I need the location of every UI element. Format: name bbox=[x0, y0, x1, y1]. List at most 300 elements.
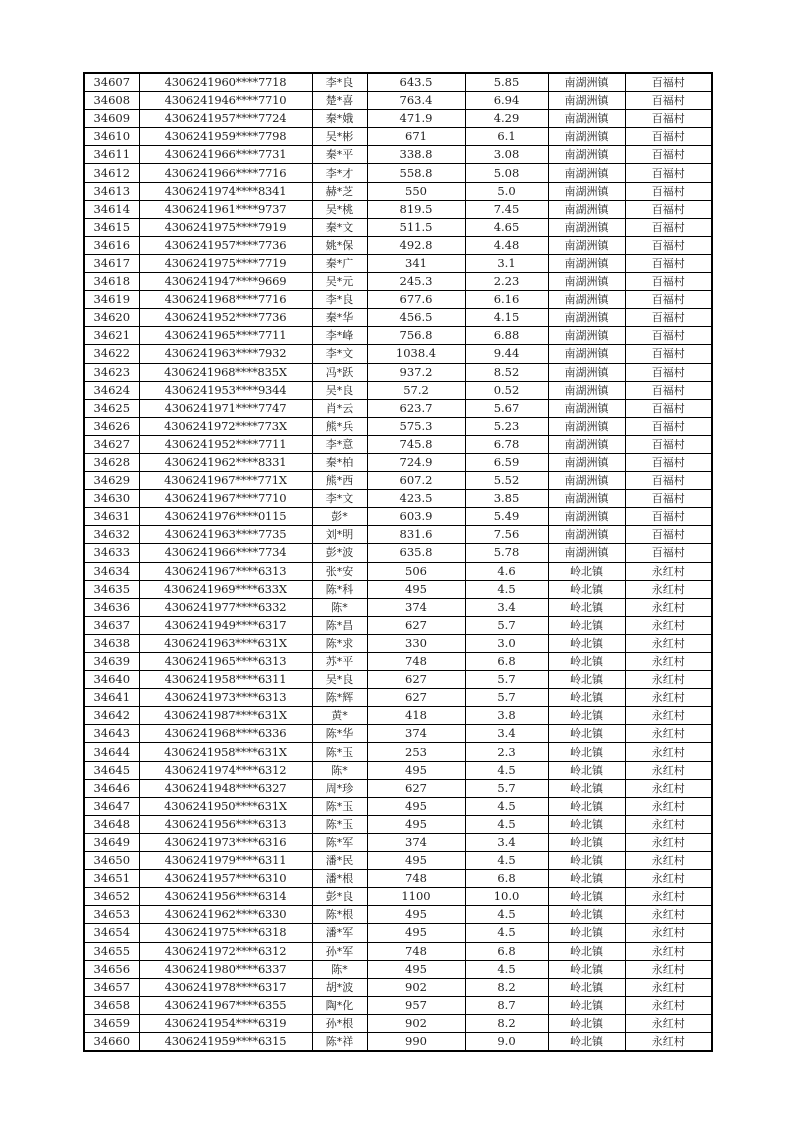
cell-id-number: 4306241968****835X bbox=[139, 363, 312, 381]
cell-id-number: 4306241962****6330 bbox=[139, 906, 312, 924]
cell-serial-number: 34622 bbox=[84, 345, 139, 363]
table-row bbox=[84, 960, 712, 978]
cell-name: 苏*平 bbox=[312, 653, 367, 671]
cell-amount: 558.8 bbox=[367, 164, 465, 182]
cell-serial-number: 34607 bbox=[84, 73, 139, 92]
cell-village: 百福村 bbox=[625, 164, 712, 182]
table-row bbox=[84, 309, 712, 327]
cell-name: 李*峰 bbox=[312, 327, 367, 345]
table-row bbox=[84, 381, 712, 399]
cell-amount: 330 bbox=[367, 634, 465, 652]
cell-id-number: 4306241973****6313 bbox=[139, 689, 312, 707]
cell-amount: 374 bbox=[367, 725, 465, 743]
cell-id-number: 4306241969****633X bbox=[139, 580, 312, 598]
cell-village: 百福村 bbox=[625, 128, 712, 146]
cell-town: 南湖洲镇 bbox=[548, 490, 625, 508]
cell-town: 岭北镇 bbox=[548, 942, 625, 960]
cell-serial-number: 34647 bbox=[84, 797, 139, 815]
cell-name: 彭*良 bbox=[312, 888, 367, 906]
cell-area: 3.8 bbox=[465, 707, 548, 725]
cell-area: 4.48 bbox=[465, 236, 548, 254]
cell-village: 百福村 bbox=[625, 236, 712, 254]
table-row bbox=[84, 128, 712, 146]
cell-id-number: 4306241960****7718 bbox=[139, 73, 312, 92]
cell-id-number: 4306241963****7735 bbox=[139, 526, 312, 544]
cell-village: 百福村 bbox=[625, 254, 712, 272]
cell-village: 永红村 bbox=[625, 906, 712, 924]
cell-name: 冯*跃 bbox=[312, 363, 367, 381]
cell-area: 5.08 bbox=[465, 164, 548, 182]
cell-id-number: 4306241967****771X bbox=[139, 472, 312, 490]
table-row bbox=[84, 634, 712, 652]
cell-town: 南湖洲镇 bbox=[548, 92, 625, 110]
cell-name: 张*安 bbox=[312, 562, 367, 580]
cell-town: 南湖洲镇 bbox=[548, 381, 625, 399]
cell-id-number: 4306241957****7724 bbox=[139, 110, 312, 128]
cell-name: 肖*云 bbox=[312, 399, 367, 417]
cell-village: 百福村 bbox=[625, 453, 712, 471]
cell-name: 赫*芝 bbox=[312, 182, 367, 200]
cell-village: 百福村 bbox=[625, 526, 712, 544]
cell-amount: 495 bbox=[367, 815, 465, 833]
cell-town: 岭北镇 bbox=[548, 580, 625, 598]
cell-serial-number: 34628 bbox=[84, 453, 139, 471]
cell-serial-number: 34642 bbox=[84, 707, 139, 725]
cell-town: 岭北镇 bbox=[548, 689, 625, 707]
cell-serial-number: 34608 bbox=[84, 92, 139, 110]
cell-id-number: 4306241968****7716 bbox=[139, 291, 312, 309]
cell-serial-number: 34610 bbox=[84, 128, 139, 146]
cell-area: 9.44 bbox=[465, 345, 548, 363]
cell-village: 永红村 bbox=[625, 870, 712, 888]
cell-town: 南湖洲镇 bbox=[548, 435, 625, 453]
cell-id-number: 4306241972****6312 bbox=[139, 942, 312, 960]
cell-village: 永红村 bbox=[625, 960, 712, 978]
cell-serial-number: 34623 bbox=[84, 363, 139, 381]
table-row bbox=[84, 110, 712, 128]
cell-id-number: 4306241954****6319 bbox=[139, 1014, 312, 1032]
cell-name: 李*文 bbox=[312, 345, 367, 363]
table-row bbox=[84, 146, 712, 164]
cell-village: 百福村 bbox=[625, 73, 712, 92]
cell-serial-number: 34658 bbox=[84, 996, 139, 1014]
cell-area: 5.7 bbox=[465, 616, 548, 634]
cell-id-number: 4306241965****7711 bbox=[139, 327, 312, 345]
cell-id-number: 4306241971****7747 bbox=[139, 399, 312, 417]
cell-area: 4.29 bbox=[465, 110, 548, 128]
cell-id-number: 4306241952****7736 bbox=[139, 309, 312, 327]
cell-name: 秦*平 bbox=[312, 146, 367, 164]
table-row bbox=[84, 725, 712, 743]
cell-amount: 677.6 bbox=[367, 291, 465, 309]
cell-amount: 495 bbox=[367, 761, 465, 779]
cell-area: 2.3 bbox=[465, 743, 548, 761]
cell-town: 岭北镇 bbox=[548, 671, 625, 689]
cell-id-number: 4306241956****6313 bbox=[139, 815, 312, 833]
cell-area: 2.23 bbox=[465, 273, 548, 291]
cell-village: 百福村 bbox=[625, 472, 712, 490]
cell-town: 岭北镇 bbox=[548, 761, 625, 779]
cell-serial-number: 34637 bbox=[84, 616, 139, 634]
cell-area: 10.0 bbox=[465, 888, 548, 906]
cell-town: 南湖洲镇 bbox=[548, 200, 625, 218]
cell-area: 4.6 bbox=[465, 562, 548, 580]
table-row bbox=[84, 164, 712, 182]
cell-area: 0.52 bbox=[465, 381, 548, 399]
cell-area: 4.5 bbox=[465, 852, 548, 870]
cell-town: 南湖洲镇 bbox=[548, 218, 625, 236]
cell-area: 5.78 bbox=[465, 544, 548, 562]
cell-town: 岭北镇 bbox=[548, 833, 625, 851]
cell-town: 岭北镇 bbox=[548, 743, 625, 761]
cell-id-number: 4306241975****7719 bbox=[139, 254, 312, 272]
cell-amount: 456.5 bbox=[367, 309, 465, 327]
cell-id-number: 4306241974****8341 bbox=[139, 182, 312, 200]
cell-amount: 57.2 bbox=[367, 381, 465, 399]
table-row bbox=[84, 779, 712, 797]
cell-serial-number: 34651 bbox=[84, 870, 139, 888]
cell-id-number: 4306241953****9344 bbox=[139, 381, 312, 399]
cell-village: 百福村 bbox=[625, 273, 712, 291]
table-row bbox=[84, 273, 712, 291]
table-row bbox=[84, 852, 712, 870]
cell-town: 岭北镇 bbox=[548, 996, 625, 1014]
cell-serial-number: 34638 bbox=[84, 634, 139, 652]
cell-amount: 341 bbox=[367, 254, 465, 272]
cell-village: 百福村 bbox=[625, 345, 712, 363]
cell-village: 百福村 bbox=[625, 327, 712, 345]
table-row bbox=[84, 924, 712, 942]
table-row bbox=[84, 761, 712, 779]
cell-serial-number: 34617 bbox=[84, 254, 139, 272]
cell-serial-number: 34611 bbox=[84, 146, 139, 164]
cell-serial-number: 34639 bbox=[84, 653, 139, 671]
cell-village: 永红村 bbox=[625, 779, 712, 797]
cell-town: 南湖洲镇 bbox=[548, 327, 625, 345]
cell-area: 3.85 bbox=[465, 490, 548, 508]
cell-serial-number: 34626 bbox=[84, 417, 139, 435]
cell-village: 永红村 bbox=[625, 707, 712, 725]
cell-id-number: 4306241972****773X bbox=[139, 417, 312, 435]
table-row bbox=[84, 1014, 712, 1032]
cell-serial-number: 34634 bbox=[84, 562, 139, 580]
cell-name: 孙*军 bbox=[312, 942, 367, 960]
cell-area: 3.1 bbox=[465, 254, 548, 272]
cell-village: 永红村 bbox=[625, 942, 712, 960]
cell-village: 百福村 bbox=[625, 544, 712, 562]
cell-village: 百福村 bbox=[625, 309, 712, 327]
cell-name: 熊*西 bbox=[312, 472, 367, 490]
cell-serial-number: 34630 bbox=[84, 490, 139, 508]
cell-area: 5.0 bbox=[465, 182, 548, 200]
cell-name: 吴*元 bbox=[312, 273, 367, 291]
table-row bbox=[84, 888, 712, 906]
cell-name: 陈* bbox=[312, 598, 367, 616]
cell-area: 3.4 bbox=[465, 833, 548, 851]
cell-area: 4.5 bbox=[465, 924, 548, 942]
cell-name: 秦*娥 bbox=[312, 110, 367, 128]
table-body bbox=[84, 73, 712, 1051]
cell-village: 永红村 bbox=[625, 978, 712, 996]
cell-amount: 831.6 bbox=[367, 526, 465, 544]
cell-area: 6.16 bbox=[465, 291, 548, 309]
cell-area: 4.65 bbox=[465, 218, 548, 236]
table-row bbox=[84, 399, 712, 417]
cell-village: 百福村 bbox=[625, 92, 712, 110]
cell-area: 6.8 bbox=[465, 653, 548, 671]
cell-serial-number: 34655 bbox=[84, 942, 139, 960]
cell-amount: 492.8 bbox=[367, 236, 465, 254]
table-row bbox=[84, 671, 712, 689]
cell-id-number: 4306241959****6315 bbox=[139, 1032, 312, 1051]
cell-name: 潘*民 bbox=[312, 852, 367, 870]
cell-name: 周*珍 bbox=[312, 779, 367, 797]
cell-serial-number: 34612 bbox=[84, 164, 139, 182]
cell-amount: 902 bbox=[367, 978, 465, 996]
cell-id-number: 4306241965****6313 bbox=[139, 653, 312, 671]
cell-amount: 338.8 bbox=[367, 146, 465, 164]
cell-amount: 990 bbox=[367, 1032, 465, 1051]
cell-amount: 627 bbox=[367, 616, 465, 634]
cell-name: 陈*求 bbox=[312, 634, 367, 652]
table-row bbox=[84, 580, 712, 598]
cell-name: 秦*柏 bbox=[312, 453, 367, 471]
cell-area: 3.0 bbox=[465, 634, 548, 652]
cell-village: 永红村 bbox=[625, 580, 712, 598]
cell-id-number: 4306241946****7710 bbox=[139, 92, 312, 110]
cell-amount: 607.2 bbox=[367, 472, 465, 490]
cell-amount: 1100 bbox=[367, 888, 465, 906]
table-row bbox=[84, 327, 712, 345]
cell-area: 9.0 bbox=[465, 1032, 548, 1051]
table-row bbox=[84, 254, 712, 272]
cell-serial-number: 34643 bbox=[84, 725, 139, 743]
cell-amount: 627 bbox=[367, 689, 465, 707]
cell-name: 陶*化 bbox=[312, 996, 367, 1014]
cell-town: 南湖洲镇 bbox=[548, 309, 625, 327]
cell-town: 岭北镇 bbox=[548, 779, 625, 797]
cell-amount: 511.5 bbox=[367, 218, 465, 236]
cell-village: 永红村 bbox=[625, 833, 712, 851]
cell-area: 5.49 bbox=[465, 508, 548, 526]
cell-town: 南湖洲镇 bbox=[548, 236, 625, 254]
table-row bbox=[84, 743, 712, 761]
cell-id-number: 4306241956****6314 bbox=[139, 888, 312, 906]
cell-amount: 957 bbox=[367, 996, 465, 1014]
cell-village: 永红村 bbox=[625, 725, 712, 743]
cell-serial-number: 34644 bbox=[84, 743, 139, 761]
cell-village: 百福村 bbox=[625, 381, 712, 399]
cell-id-number: 4306241963****631X bbox=[139, 634, 312, 652]
cell-amount: 423.5 bbox=[367, 490, 465, 508]
cell-serial-number: 34649 bbox=[84, 833, 139, 851]
cell-town: 南湖洲镇 bbox=[548, 146, 625, 164]
cell-id-number: 4306241974****6312 bbox=[139, 761, 312, 779]
cell-town: 南湖洲镇 bbox=[548, 526, 625, 544]
cell-name: 潘*军 bbox=[312, 924, 367, 942]
cell-name: 李*意 bbox=[312, 435, 367, 453]
cell-town: 岭北镇 bbox=[548, 888, 625, 906]
cell-area: 4.5 bbox=[465, 906, 548, 924]
cell-village: 永红村 bbox=[625, 852, 712, 870]
cell-name: 潘*根 bbox=[312, 870, 367, 888]
cell-village: 百福村 bbox=[625, 363, 712, 381]
cell-name: 陈*祥 bbox=[312, 1032, 367, 1051]
cell-amount: 643.5 bbox=[367, 73, 465, 92]
cell-id-number: 4306241963****7932 bbox=[139, 345, 312, 363]
cell-village: 永红村 bbox=[625, 888, 712, 906]
cell-area: 7.56 bbox=[465, 526, 548, 544]
cell-town: 南湖洲镇 bbox=[548, 254, 625, 272]
cell-id-number: 4306241958****631X bbox=[139, 743, 312, 761]
cell-area: 6.78 bbox=[465, 435, 548, 453]
cell-serial-number: 34640 bbox=[84, 671, 139, 689]
cell-name: 吴*彬 bbox=[312, 128, 367, 146]
cell-name: 陈*辉 bbox=[312, 689, 367, 707]
cell-village: 百福村 bbox=[625, 218, 712, 236]
cell-town: 岭北镇 bbox=[548, 978, 625, 996]
cell-amount: 550 bbox=[367, 182, 465, 200]
cell-area: 8.52 bbox=[465, 363, 548, 381]
cell-amount: 495 bbox=[367, 797, 465, 815]
cell-serial-number: 34619 bbox=[84, 291, 139, 309]
cell-id-number: 4306241967****7710 bbox=[139, 490, 312, 508]
cell-name: 熊*兵 bbox=[312, 417, 367, 435]
cell-name: 陈*科 bbox=[312, 580, 367, 598]
cell-town: 南湖洲镇 bbox=[548, 182, 625, 200]
cell-id-number: 4306241976****0115 bbox=[139, 508, 312, 526]
cell-area: 4.5 bbox=[465, 960, 548, 978]
cell-serial-number: 34654 bbox=[84, 924, 139, 942]
cell-name: 陈* bbox=[312, 761, 367, 779]
cell-area: 6.88 bbox=[465, 327, 548, 345]
cell-name: 陈*玉 bbox=[312, 797, 367, 815]
table-row bbox=[84, 526, 712, 544]
table-row bbox=[84, 815, 712, 833]
cell-id-number: 4306241987****631X bbox=[139, 707, 312, 725]
cell-serial-number: 34641 bbox=[84, 689, 139, 707]
cell-amount: 748 bbox=[367, 653, 465, 671]
table-row bbox=[84, 1032, 712, 1051]
cell-serial-number: 34613 bbox=[84, 182, 139, 200]
table-row bbox=[84, 472, 712, 490]
cell-amount: 418 bbox=[367, 707, 465, 725]
cell-id-number: 4306241957****7736 bbox=[139, 236, 312, 254]
cell-town: 岭北镇 bbox=[548, 707, 625, 725]
cell-area: 4.5 bbox=[465, 580, 548, 598]
cell-area: 6.8 bbox=[465, 942, 548, 960]
cell-id-number: 4306241967****6313 bbox=[139, 562, 312, 580]
cell-serial-number: 34660 bbox=[84, 1032, 139, 1051]
table-row bbox=[84, 598, 712, 616]
cell-serial-number: 34632 bbox=[84, 526, 139, 544]
cell-town: 岭北镇 bbox=[548, 924, 625, 942]
cell-id-number: 4306241966****7731 bbox=[139, 146, 312, 164]
cell-name: 李*良 bbox=[312, 73, 367, 92]
cell-name: 吴*良 bbox=[312, 671, 367, 689]
cell-amount: 495 bbox=[367, 924, 465, 942]
cell-name: 胡*波 bbox=[312, 978, 367, 996]
table-row bbox=[84, 345, 712, 363]
cell-id-number: 4306241952****7711 bbox=[139, 435, 312, 453]
cell-serial-number: 34624 bbox=[84, 381, 139, 399]
cell-id-number: 4306241967****6355 bbox=[139, 996, 312, 1014]
cell-name: 陈*玉 bbox=[312, 815, 367, 833]
cell-amount: 253 bbox=[367, 743, 465, 761]
cell-amount: 471.9 bbox=[367, 110, 465, 128]
cell-serial-number: 34616 bbox=[84, 236, 139, 254]
table-row bbox=[84, 996, 712, 1014]
cell-town: 岭北镇 bbox=[548, 797, 625, 815]
cell-town: 岭北镇 bbox=[548, 906, 625, 924]
cell-serial-number: 34625 bbox=[84, 399, 139, 417]
cell-amount: 623.7 bbox=[367, 399, 465, 417]
cell-id-number: 4306241975****6318 bbox=[139, 924, 312, 942]
cell-area: 8.7 bbox=[465, 996, 548, 1014]
cell-amount: 671 bbox=[367, 128, 465, 146]
cell-name: 刘*明 bbox=[312, 526, 367, 544]
cell-serial-number: 34650 bbox=[84, 852, 139, 870]
cell-village: 百福村 bbox=[625, 490, 712, 508]
cell-name: 楚*喜 bbox=[312, 92, 367, 110]
table-row bbox=[84, 453, 712, 471]
cell-town: 南湖洲镇 bbox=[548, 273, 625, 291]
cell-village: 永红村 bbox=[625, 815, 712, 833]
table-row bbox=[84, 490, 712, 508]
cell-village: 百福村 bbox=[625, 110, 712, 128]
cell-area: 6.1 bbox=[465, 128, 548, 146]
cell-name: 李*文 bbox=[312, 490, 367, 508]
cell-town: 岭北镇 bbox=[548, 598, 625, 616]
cell-amount: 506 bbox=[367, 562, 465, 580]
table-row bbox=[84, 870, 712, 888]
table-row bbox=[84, 906, 712, 924]
cell-serial-number: 34636 bbox=[84, 598, 139, 616]
cell-amount: 575.3 bbox=[367, 417, 465, 435]
cell-serial-number: 34621 bbox=[84, 327, 139, 345]
cell-village: 永红村 bbox=[625, 616, 712, 634]
cell-village: 永红村 bbox=[625, 1032, 712, 1051]
cell-area: 3.08 bbox=[465, 146, 548, 164]
cell-town: 南湖洲镇 bbox=[548, 291, 625, 309]
cell-id-number: 4306241950****631X bbox=[139, 797, 312, 815]
cell-serial-number: 34645 bbox=[84, 761, 139, 779]
table-row bbox=[84, 363, 712, 381]
cell-name: 陈*玉 bbox=[312, 743, 367, 761]
cell-id-number: 4306241980****6337 bbox=[139, 960, 312, 978]
cell-amount: 756.8 bbox=[367, 327, 465, 345]
cell-village: 百福村 bbox=[625, 399, 712, 417]
cell-id-number: 4306241961****9737 bbox=[139, 200, 312, 218]
cell-serial-number: 34627 bbox=[84, 435, 139, 453]
cell-name: 陈*根 bbox=[312, 906, 367, 924]
cell-serial-number: 34659 bbox=[84, 1014, 139, 1032]
table-row bbox=[84, 544, 712, 562]
cell-town: 南湖洲镇 bbox=[548, 417, 625, 435]
cell-id-number: 4306241968****6336 bbox=[139, 725, 312, 743]
cell-id-number: 4306241947****9669 bbox=[139, 273, 312, 291]
cell-amount: 819.5 bbox=[367, 200, 465, 218]
cell-village: 永红村 bbox=[625, 996, 712, 1014]
cell-id-number: 4306241962****8331 bbox=[139, 453, 312, 471]
cell-area: 5.7 bbox=[465, 689, 548, 707]
cell-town: 岭北镇 bbox=[548, 870, 625, 888]
cell-name: 彭*波 bbox=[312, 544, 367, 562]
cell-serial-number: 34631 bbox=[84, 508, 139, 526]
cell-id-number: 4306241948****6327 bbox=[139, 779, 312, 797]
cell-village: 百福村 bbox=[625, 200, 712, 218]
cell-serial-number: 34656 bbox=[84, 960, 139, 978]
